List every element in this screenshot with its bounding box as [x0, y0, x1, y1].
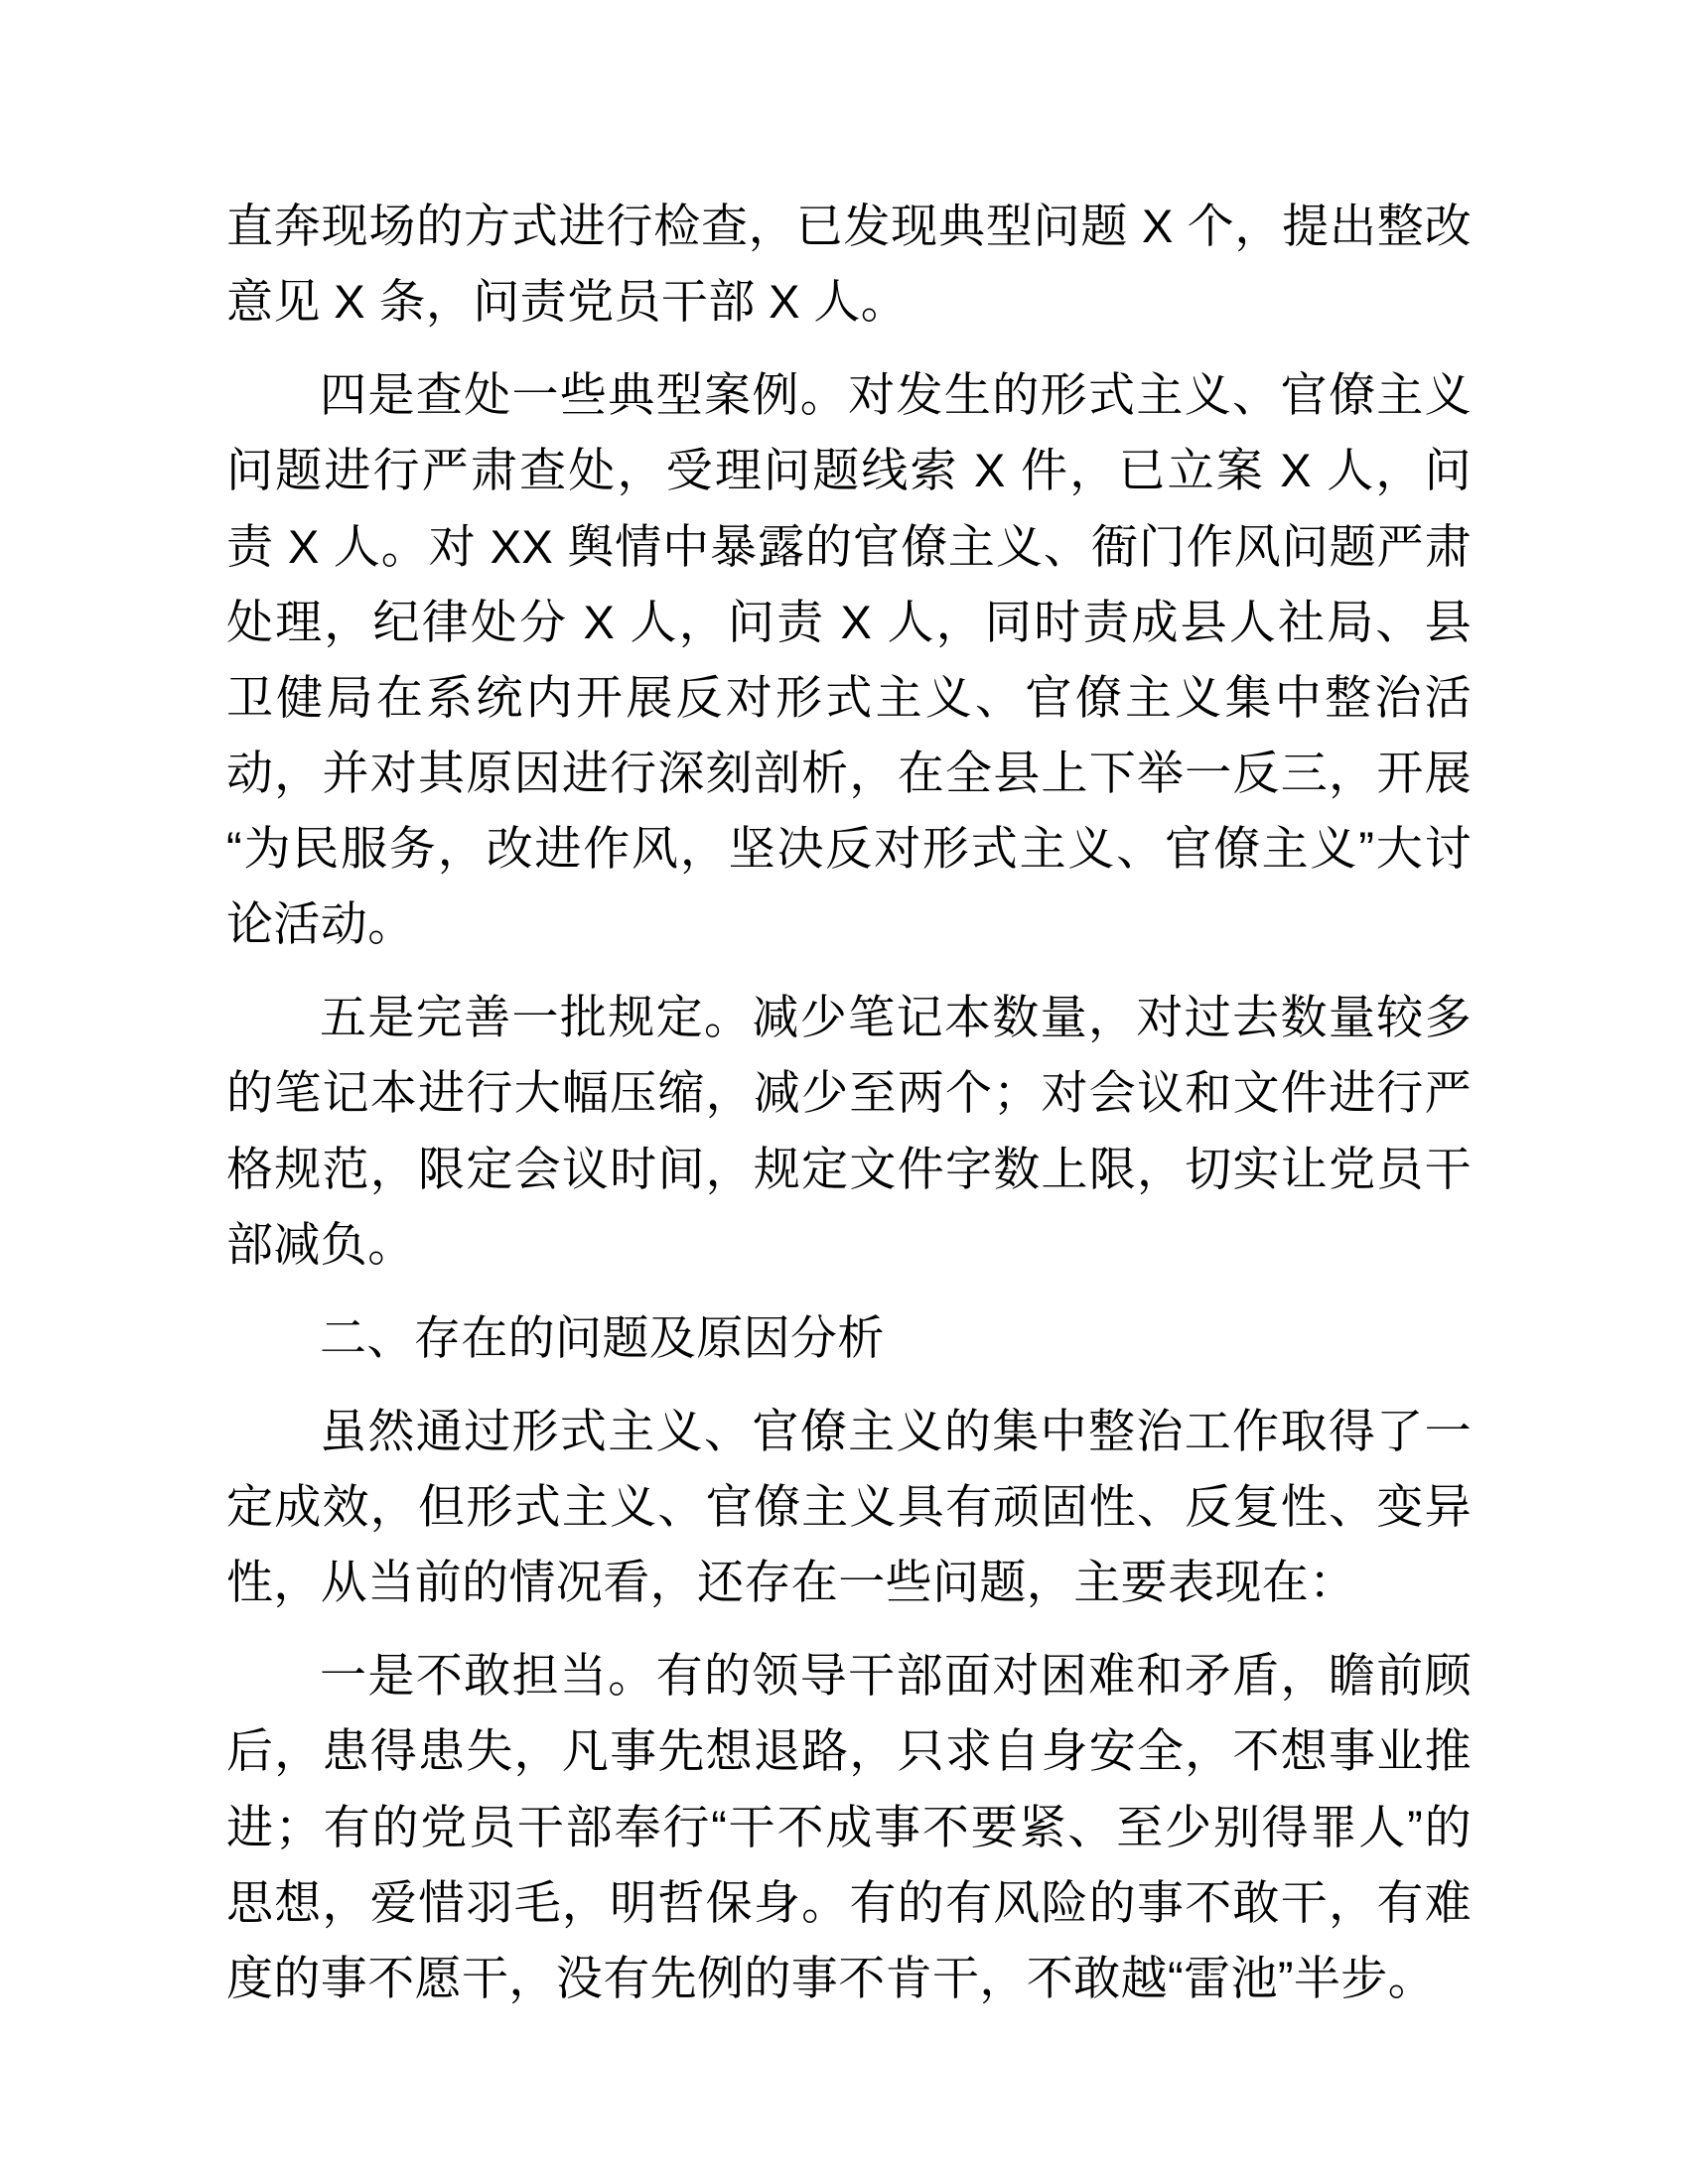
paragraph: 直奔现场的方式进行检查，已发现典型问题 X 个，提出整改意见 X 条，问责党员干部 X 人。 [226, 200, 1472, 329]
document-body [226, 189, 1472, 2016]
paragraph: 五是完善一批规定。减少笔记本数量，对过去数量较多的笔记本进行大幅压缩，减少至两个；对会议和文件进行严格规范，限定会议时间，规定文件字数上限，切实让党员干部减负。 [226, 991, 1472, 1271]
paragraph: 四是查处一些典型案例。对发生的形式主义、官僚主义问题进行严肃查处，受理问题线索 X 件，已立案 X 人，问责 X 人。对 XX 舆情中暴露的官僚主义、衙门作风问题严肃处理，纪律处分 X 人，问责 X 人，同时责成县人社局、县卫健局在系统内开展反对形式主义、官僚主义集中整治活动，并对其原因进行深刻剖析，在全县上下举一反三，开展“为民服务，改进作风，坚决反对形式主义、官僚主义”大讨论活动。 [226, 368, 1472, 951]
section-heading: 二、存在的问题及原因分析 [320, 1310, 885, 1364]
paragraph: 一是不敢担当。有的领导干部面对困难和矛盾，瞻前顾后，患得患失，凡事先想退路，只求自身安全，不想事业推进；有的党员干部奉行“干不成事不要紧、至少别得罪人”的思想，爱惜羽毛，明哲保身。有的有风险的事不敢干，有难度的事不愿干，没有先例的事不肯干，不敢越“雷池”半步。 [226, 1649, 1472, 2004]
paragraph: 虽然通过形式主义、官僚主义的集中整治工作取得了一定成效，但形式主义、官僚主义具有顽固性、反复性、变异性，从当前的情况看，还存在一些问题，主要表现在： [226, 1404, 1472, 1609]
